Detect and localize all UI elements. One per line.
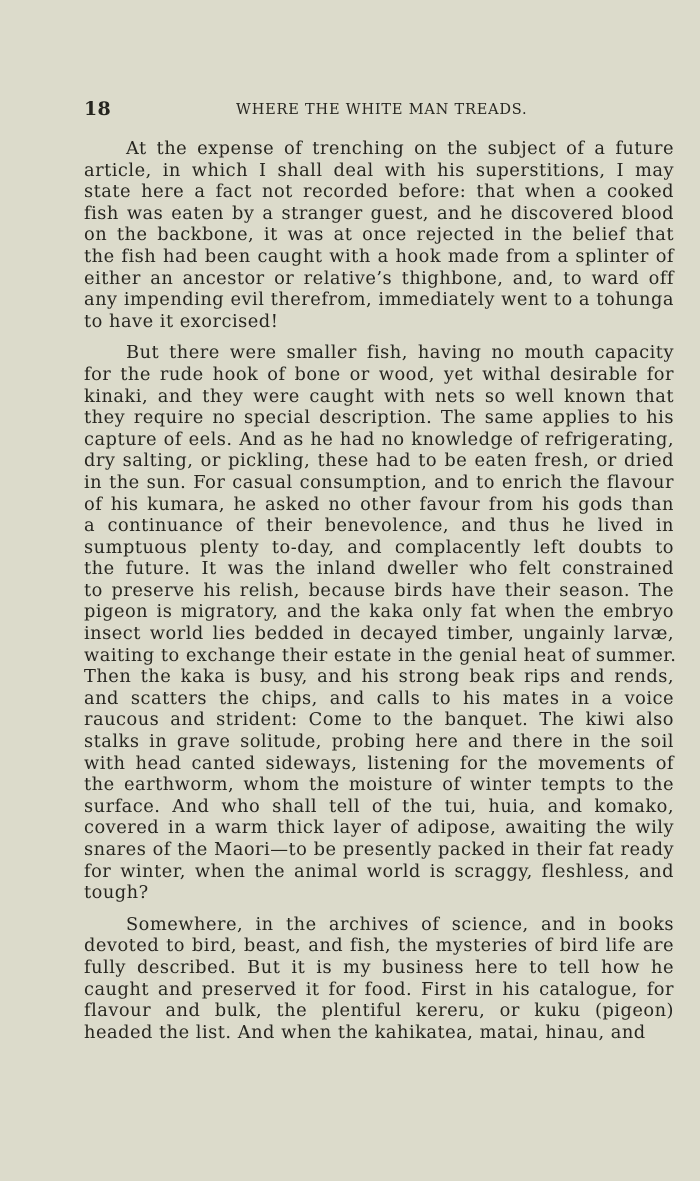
text-line: the earthworm, whom the moisture of winter tempts to the <box>84 774 674 796</box>
paragraph <box>84 138 674 332</box>
text-line: insect world lies bedded in decayed timber, ungainly larvæ, <box>84 623 674 645</box>
text-line: devoted to bird, beast, and fish, the mysteries of bird life are <box>84 935 674 957</box>
text-line: fish was eaten by a stranger guest, and he discovered blood <box>84 202 674 224</box>
text-line: a continuance of their benevolence, and thus he lived in <box>84 515 674 537</box>
text-line: flavour and bulk, the plentiful kereru, or kuku (pigeon) <box>84 1000 674 1022</box>
paragraph <box>84 914 674 1044</box>
text-line: of his kumara, he asked no other favour from his gods than <box>84 493 674 515</box>
text-line: article, in which I shall deal with his superstitions, I may <box>84 159 674 181</box>
text-line: tough? <box>84 882 149 904</box>
text-line: waiting to exchange their estate in the genial heat of summer. <box>84 644 677 666</box>
text-line: stalks in grave solitude, probing here and there in the soil <box>84 731 674 753</box>
paragraph <box>84 342 677 904</box>
body-text <box>84 138 677 1053</box>
text-line: pigeon is migratory, and the kaka only fat when the embryo <box>84 601 674 623</box>
text-line: raucous and strident: Come to the banquet. The kiwi also <box>84 709 674 731</box>
text-line: sumptuous plenty to-day, and complacently left doubts to <box>84 536 674 558</box>
text-line: with head canted sideways, listening for the movements of <box>84 752 674 774</box>
text-line: state here a fact not recorded before: that when a cooked <box>84 181 674 203</box>
text-line: fully described. But it is my business here to tell how he <box>84 956 674 978</box>
text-line: they require no special description. The same applies to his <box>84 407 674 429</box>
text-line: Then the kaka is busy, and his strong beak rips and rends, <box>84 666 674 688</box>
text-line: capture of eels. And as he had no knowledge of refrigerating, <box>84 428 674 450</box>
text-line: covered in a warm thick layer of adipose, awaiting the wily <box>84 817 674 839</box>
text-line: for the rude hook of bone or wood, yet withal desirable for <box>84 363 674 385</box>
text-line: surface. And who shall tell of the tui, huia, and komako, <box>84 795 674 817</box>
text-line: snares of the Maori—to be presently packed in their fat ready <box>84 839 674 860</box>
text-line: for winter, when the animal world is scraggy, fleshless, and <box>84 860 674 882</box>
text-line: dry salting, or pickling, these had to be eaten fresh, or dried <box>84 450 674 472</box>
text-line: the fish had been caught with a hook made from a splinter of <box>84 245 674 267</box>
text-line: in the sun. For casual consumption, and to enrich the flavour <box>84 471 674 493</box>
running-title: WHERE THE WHITE MAN TREADS. <box>236 102 528 118</box>
text-line: kinaki, and they were caught with nets so well known that <box>84 385 674 407</box>
text-line: to have it exorcised! <box>84 310 279 332</box>
text-line: to preserve his relish, because birds have their season. The <box>84 579 674 601</box>
text-line: either an ancestor or relative’s thighbone, and, to ward off <box>84 267 674 289</box>
text-line: At the expense of trenching on the subject of a future <box>126 138 674 159</box>
text-line: any impending evil therefrom, immediately went to a tohunga <box>84 289 674 311</box>
text-line: the future. It was the inland dweller who felt constrained <box>84 558 674 580</box>
text-line: and scatters the chips, and calls to his mates in a voice <box>84 687 674 709</box>
text-line: caught and preserved it for food. First in his catalogue, for <box>84 978 674 1000</box>
text-line: headed the list. And when the kahikatea, matai, hinau, and <box>84 1021 646 1043</box>
text-line: Somewhere, in the archives of science, and in books <box>126 913 674 935</box>
text-line: on the backbone, it was at once rejected in the belief that <box>84 224 674 246</box>
text-line: But there were smaller fish, having no mouth capacity <box>126 342 674 364</box>
page-number: 18 <box>84 98 112 120</box>
